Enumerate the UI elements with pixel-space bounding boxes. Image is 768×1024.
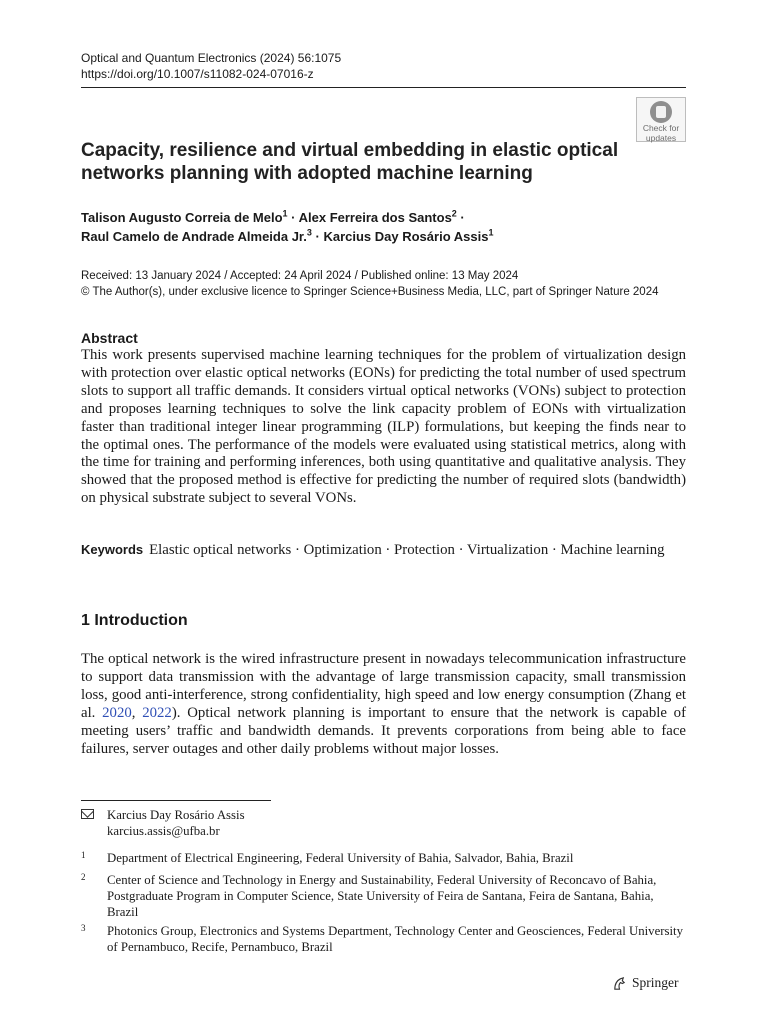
header-rule [81,87,686,88]
author-affiliation-mark: 2 [451,208,457,219]
corresponding-author: Karcius Day Rosário Assis [107,808,245,822]
keywords [81,541,686,560]
author-separator: · [456,210,465,225]
paper-title: Capacity, resilience and virtual embedding in elastic optical networks planning with adopted machine learning [81,140,619,184]
author-list [81,208,641,246]
correspondence [81,807,245,839]
badge-label-line1: Check for [642,123,680,133]
citation-link[interactable]: 2022 [142,704,172,721]
check-for-updates-badge[interactable] [636,97,686,142]
publication-history [81,268,686,300]
author-affiliation-mark: 3 [306,227,312,238]
author-name[interactable]: Alex Ferreira dos Santos [298,210,452,225]
author-separator: · [287,210,299,225]
introduction-text [81,651,686,758]
badge-label-line2: updates [645,133,677,143]
keywords-text: Elastic optical networks · Optimization · Protection · Virtualization · Machine learning [149,542,665,558]
citation-link[interactable]: 2020 [102,704,132,721]
envelope-icon [81,809,94,819]
affiliation-text: Center of Science and Technology in Energy and Sustainability, Federal University of Reconcavo of Bahia, Postgraduate Program in Computer Science, State University of Feira de Santana, Feira de Santana, Bahia, Brazil [107,873,657,919]
crossmark-icon [650,101,672,123]
author-affiliation-mark: 1 [488,227,494,238]
journal-header [81,50,341,82]
affiliation [81,923,686,955]
author-name[interactable]: Talison Augusto Correia de Melo [81,210,283,225]
author-affiliation-mark: 1 [282,208,288,219]
affiliation-number: 3 [81,923,86,933]
abstract-heading: Abstract [81,330,138,346]
springer-horse-icon [612,976,627,991]
dates-line: Received: 13 January 2024 / Accepted: 24 April 2024 / Published online: 13 May 2024 [81,270,519,282]
doi-link[interactable]: https://doi.org/10.1007/s11082-024-07016-z [81,67,314,81]
footnote-rule [81,800,271,801]
intro-text-after: ). Optical network planning is important to ensure that the network is capable of meeting users’ traffic and bandwidth demands. It prevents corporations from being able to face failures, server outages and other daily problems without major losses. [81,704,686,757]
publisher-name: Springer [632,975,679,990]
abstract-text: This work presents supervised machine learning techniques for the problem of virtualization design with protection over elastic optical networks (EONs) for predicting the total number of used spectrum slots to support all traffic demands. It considers virtual optical networks (VONs) subject to protection and proposes learning techniques to solve the link capacity problem of EONs with virtualization faster than traditional integer linear programming (ILP) formulations, but keeping the finds near to the optimal ones. The performance of the models were evaluated using statistical metrics, along with the time for training and performing inferences, both using quantitative and qualitative analysis. They showed that the proposed method is effective for predicting the number of required slots (bandwidth) on physical substrate subject to several VONs. [81,347,686,507]
affiliation [81,850,686,866]
author-name[interactable]: Karcius Day Rosário Assis [323,229,489,244]
intro-text-before: The optical network is the wired infrastructure present in nowadays telecommunication infrastructure to support data transmission with the advantage of large transmission capacity, small transmission loss, good anti-interference, strong confidentiality, high speed and low energy consumption (Zhang et al. [81,651,686,721]
journal-citation: Optical and Quantum Electronics (2024) 56:1075 [81,51,342,65]
affiliation-text: Photonics Group, Electronics and Systems Department, Technology Center and Geosciences, Federal University of Pernambuco, Recife, Pernambuco, Brazil [107,924,684,954]
affiliation-text: Department of Electrical Engineering, Federal University of Bahia, Salvador, Bahia, Brazil [107,851,574,865]
citation-separator: , [131,704,143,721]
copyright-line: © The Author(s), under exclusive licence to Springer Science+Business Media, LLC, part of Springer Nature 2024 [81,286,659,298]
affiliation [81,872,686,920]
email-link[interactable]: karcius.assis@ufba.br [107,824,220,838]
author-name[interactable]: Raul Camelo de Andrade Almeida Jr. [81,229,307,244]
affiliation-number: 1 [81,850,86,860]
author-separator: · [311,229,324,244]
publisher-logo [612,975,679,991]
section-heading-introduction: 1 Introduction [81,612,188,629]
keywords-label: Keywords [81,542,144,557]
affiliation-number: 2 [81,872,86,882]
